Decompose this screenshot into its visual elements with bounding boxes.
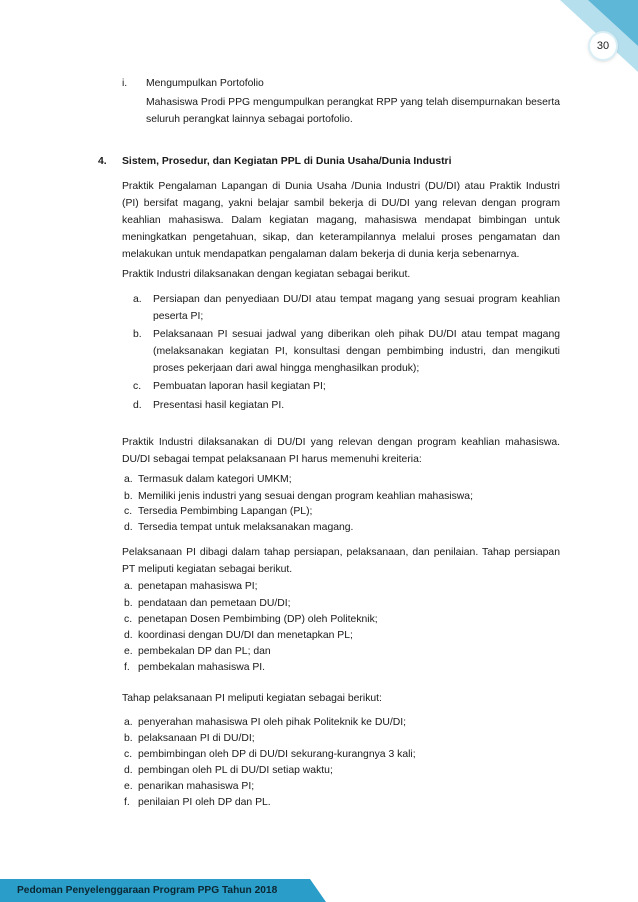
list-item — [124, 503, 560, 520]
list-marker: b. — [124, 598, 133, 609]
list-marker: a. — [124, 717, 133, 728]
corner-decoration — [0, 0, 638, 80]
list-text: Pelaksanaan PI sesuai jadwal yang diberikan oleh pihak DU/DI atau tempat magang (melaksanakan kegiatan PI, konsultasi dengan pembimbing industri, dan mengikuti proses pekerjaan dari awal hingga menghasilkan produk); — [153, 329, 560, 374]
section-i-title: Mengumpulkan Portofolio — [146, 78, 264, 89]
list-marker: b. — [133, 329, 142, 340]
list-text: pembekalan DP dan PL; dan — [138, 646, 271, 657]
list-marker: a. — [124, 581, 133, 592]
list-item — [124, 611, 560, 628]
section-4-heading — [98, 153, 560, 170]
list-text: Pembuatan laporan hasil kegiatan PI; — [153, 381, 326, 392]
list-item — [124, 714, 560, 731]
section-4-marker: 4. — [98, 156, 107, 167]
list-item — [124, 762, 560, 779]
list-marker: f. — [124, 797, 130, 808]
section-4-intro: Praktik Pengalaman Lapangan di Dunia Usaha /Dunia Industri (DU/DI) atau Praktik Industri (PI) bersifat magang, yakni belajar sambil bekerja di DU/DI yang relevan dengan program keahlian mahasiswa. Dalam kegiatan magang, mahasiswa mendapat bimbingan untuk meningkatkan pengetahuan, sikap, dan keterampilannya melalui proses pengamatan dan melakukan untuk mendapatkan pengalaman dalam bekerja di dunia kerja sebenarnya. — [122, 181, 560, 260]
list-item — [133, 378, 560, 395]
list-marker: d. — [133, 400, 142, 411]
list-item — [124, 746, 560, 763]
list-item — [124, 643, 560, 660]
list-text: Tersedia Pembimbing Lapangan (PL); — [138, 506, 313, 517]
list-item — [124, 794, 560, 811]
list-marker: e. — [124, 646, 133, 657]
list-text: penetapan mahasiswa PI; — [138, 581, 258, 592]
list-marker: c. — [124, 614, 133, 625]
list-text: Persiapan dan penyediaan DU/DI atau tempat magang yang sesuai program keahlian peserta PI; — [153, 294, 560, 322]
list-marker: a. — [133, 294, 142, 305]
list-text: pembingan oleh PL di DU/DI setiap waktu; — [138, 765, 333, 776]
list-text: Termasuk dalam kategori UMKM; — [138, 474, 292, 485]
list-item — [124, 627, 560, 644]
page-number: 30 — [590, 33, 616, 59]
list-text: Tersedia tempat untuk melaksanakan magang. — [138, 522, 354, 533]
list-marker: f. — [124, 662, 130, 673]
list-marker: e. — [124, 781, 133, 792]
list-text: penarikan mahasiswa PI; — [138, 781, 255, 792]
list-text: Presentasi hasil kegiatan PI. — [153, 400, 285, 411]
list-item — [124, 659, 560, 676]
list-text: pendataan dan pemetaan DU/DI; — [138, 598, 291, 609]
section-4-title: Sistem, Prosedur, dan Kegiatan PPL di Dunia Usaha/Dunia Industri — [122, 156, 452, 167]
list-text: pelaksanaan PI di DU/DI; — [138, 733, 255, 744]
list-text: koordinasi dengan DU/DI dan menetapkan PL; — [138, 630, 353, 641]
execution-intro: Tahap pelaksanaan PI meliputi kegiatan sebagai berikut: — [122, 693, 382, 704]
list-item — [124, 578, 560, 595]
list-marker: a. — [124, 474, 133, 485]
list-item — [124, 778, 560, 795]
list-item — [133, 397, 560, 414]
footer-tail-decoration — [290, 879, 330, 902]
preparation-intro: Pelaksanaan PI dibagi dalam tahap persiapan, pelaksanaan, dan penilaian. Tahap persiapan PT meliputi kegiatan sebagai berikut. — [122, 547, 560, 575]
list-text: Memiliki jenis industri yang sesuai dengan program keahlian mahasiswa; — [138, 491, 473, 502]
list-text: penyerahan mahasiswa PI oleh pihak Politeknik ke DU/DI; — [138, 717, 406, 728]
list-item — [124, 519, 560, 536]
list-marker: c. — [133, 381, 142, 392]
list-text: pembimbingan oleh DP di DU/DI sekurang-kurangnya 3 kali; — [138, 749, 416, 760]
list-text: pembekalan mahasiswa PI. — [138, 662, 266, 673]
list-item — [133, 326, 560, 377]
list-text: penetapan Dosen Pembimbing (DP) oleh Politeknik; — [138, 614, 378, 625]
list-marker: b. — [124, 733, 133, 744]
list-marker: d. — [124, 522, 133, 533]
list-item — [124, 730, 560, 747]
list-marker: b. — [124, 491, 133, 502]
list-item — [133, 291, 560, 325]
list-marker: d. — [124, 630, 133, 641]
list-item — [124, 471, 560, 488]
section-i-marker: i. — [122, 78, 128, 89]
criteria-intro: Praktik Industri dilaksanakan di DU/DI yang relevan dengan program keahlian mahasiswa. DU/DI sebagai tempat pelaksanaan PI harus memenuhi kreiteria: — [122, 437, 560, 465]
activities-intro: Praktik Industri dilaksanakan dengan kegiatan sebagai berikut. — [122, 269, 411, 280]
footer-title: Pedoman Penyelenggaraan Program PPG Tahun 2018 — [0, 879, 310, 902]
list-marker: c. — [124, 749, 133, 760]
list-marker: d. — [124, 765, 133, 776]
list-marker: c. — [124, 506, 133, 517]
list-text: penilaian PI oleh DP dan PL. — [138, 797, 271, 808]
section-i-body: Mahasiswa Prodi PPG mengumpulkan perangkat RPP yang telah disempurnakan beserta seluruh perangkat lainnya sebagai portofolio. — [146, 97, 560, 125]
section-i-heading — [122, 75, 560, 92]
list-item — [124, 595, 560, 612]
